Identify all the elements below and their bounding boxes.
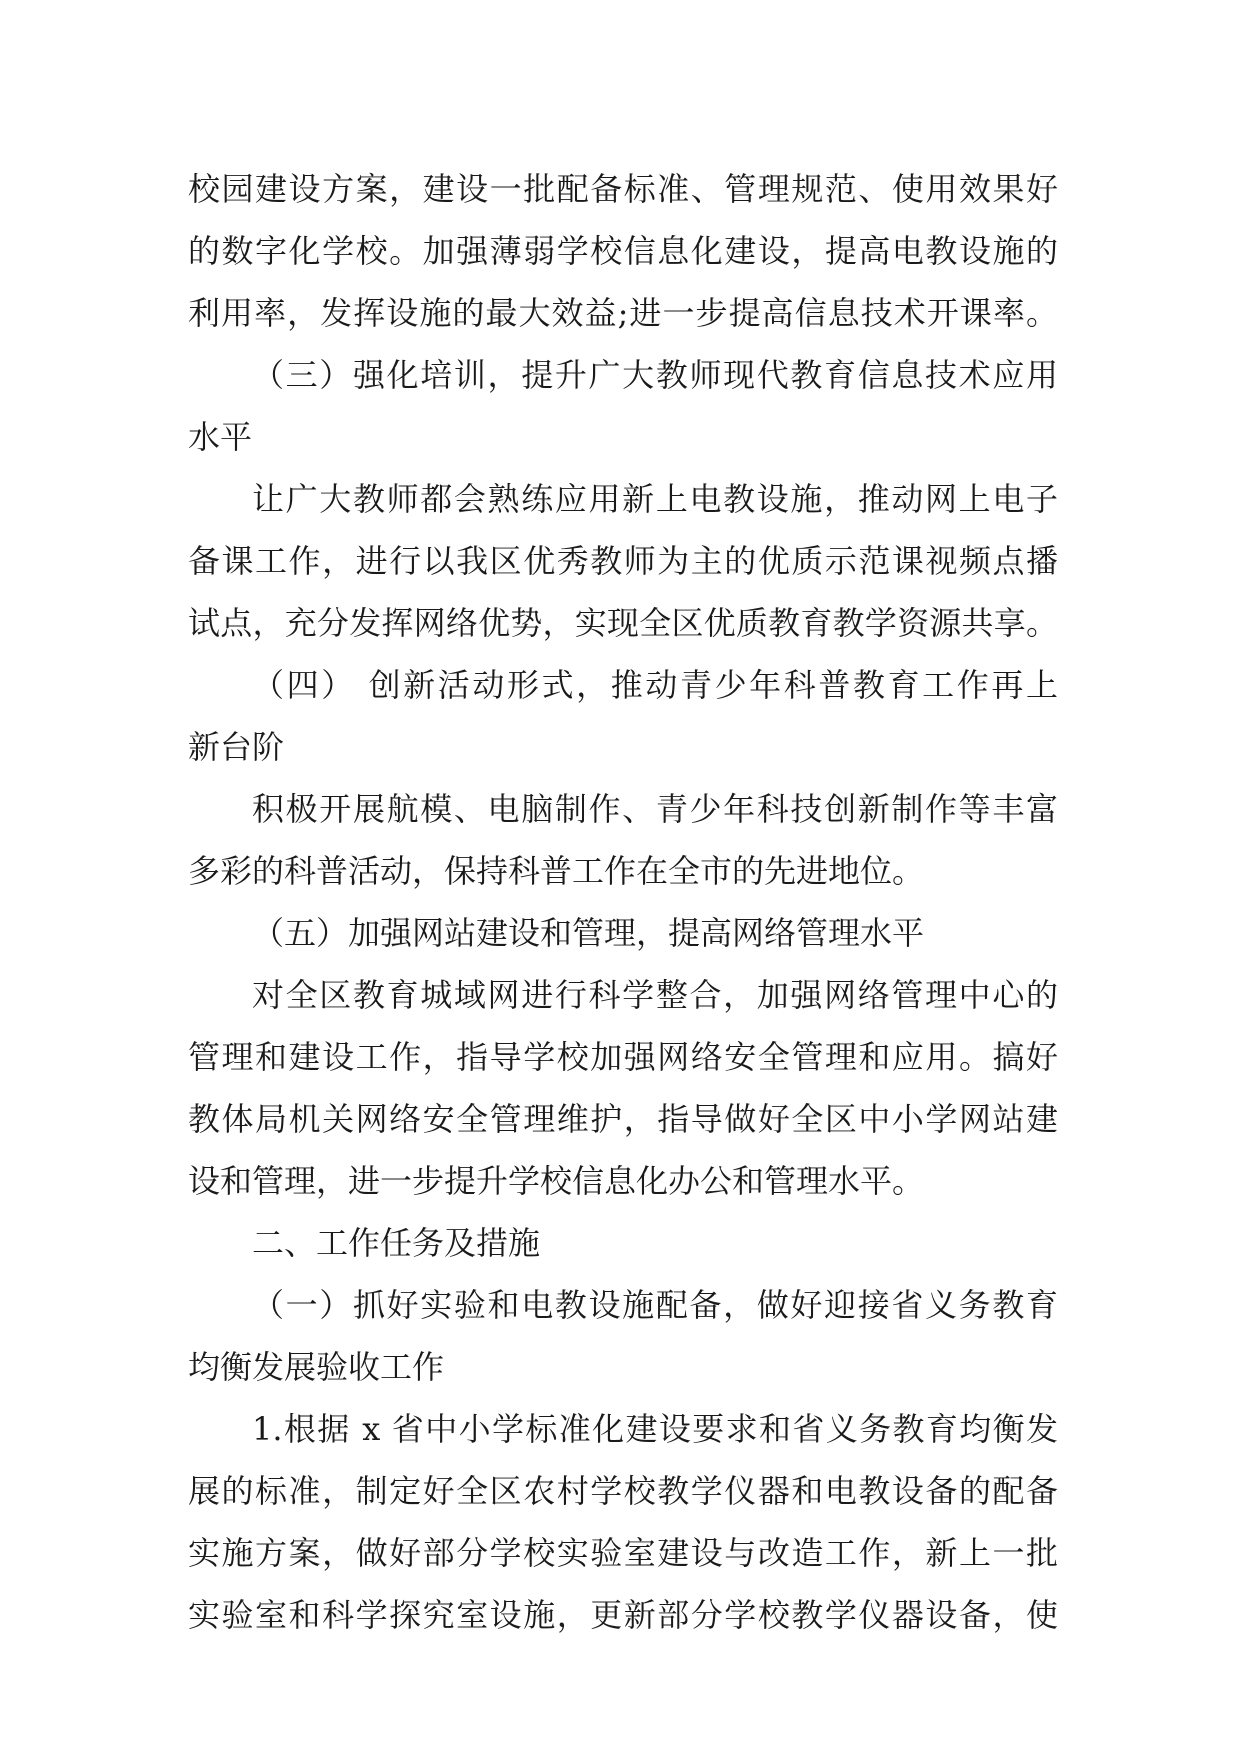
text-line: 设和管理，进一步提升学校信息化办公和管理水平。 — [188, 1162, 925, 1200]
text-line: （四） 创新活动形式，推动青少年科普教育工作再上 — [252, 666, 1058, 704]
text-line: 校园建设方案，建设一批配备标准、管理规范、使用效果好 — [188, 170, 1058, 208]
text-line: 备课工作，进行以我区优秀教师为主的优质示范课视频点播 — [188, 542, 1058, 580]
text-line: 试点，充分发挥网络优势，实现全区优质教育教学资源共享。 — [188, 604, 1058, 642]
text-line: 对全区教育城域网进行科学整合，加强网络管理中心的 — [252, 976, 1058, 1014]
text-line: 利用率，发挥设施的最大效益;进一步提高信息技术开课率。 — [188, 294, 1058, 332]
text-line: 实验室和科学探究室设施，更新部分学校教学仪器设备，使 — [188, 1596, 1058, 1634]
text-line: 多彩的科普活动，保持科普工作在全市的先进地位。 — [188, 852, 925, 890]
text-line: 均衡发展验收工作 — [188, 1348, 445, 1386]
text-line: （三）强化培训，提升广大教师现代教育信息技术应用 — [252, 356, 1058, 394]
text-line: 让广大教师都会熟练应用新上电教设施，推动网上电子 — [252, 480, 1058, 518]
text-line: 的数字化学校。加强薄弱学校信息化建设，提高电教设施的 — [188, 232, 1058, 270]
text-line: 二、工作任务及措施 — [252, 1224, 541, 1262]
text-line: 实施方案，做好部分学校实验室建设与改造工作，新上一批 — [188, 1534, 1058, 1572]
text-line: 1.根据 x 省中小学标准化建设要求和省义务教育均衡发 — [252, 1410, 1058, 1448]
text-line: （五）加强网站建设和管理，提高网络管理水平 — [252, 914, 925, 952]
text-line: 水平 — [188, 418, 253, 456]
text-line: 展的标准，制定好全区农村学校教学仪器和电教设备的配备 — [188, 1472, 1058, 1510]
text-line: 新台阶 — [188, 728, 285, 766]
text-line: （一）抓好实验和电教设施配备，做好迎接省义务教育 — [252, 1286, 1058, 1324]
text-line: 积极开展航模、电脑制作、青少年科技创新制作等丰富 — [252, 790, 1058, 828]
text-line: 教体局机关网络安全管理维护，指导做好全区中小学网站建 — [188, 1100, 1058, 1138]
text-line: 管理和建设工作，指导学校加强网络安全管理和应用。搞好 — [188, 1038, 1058, 1076]
document-body — [188, 158, 1058, 1646]
